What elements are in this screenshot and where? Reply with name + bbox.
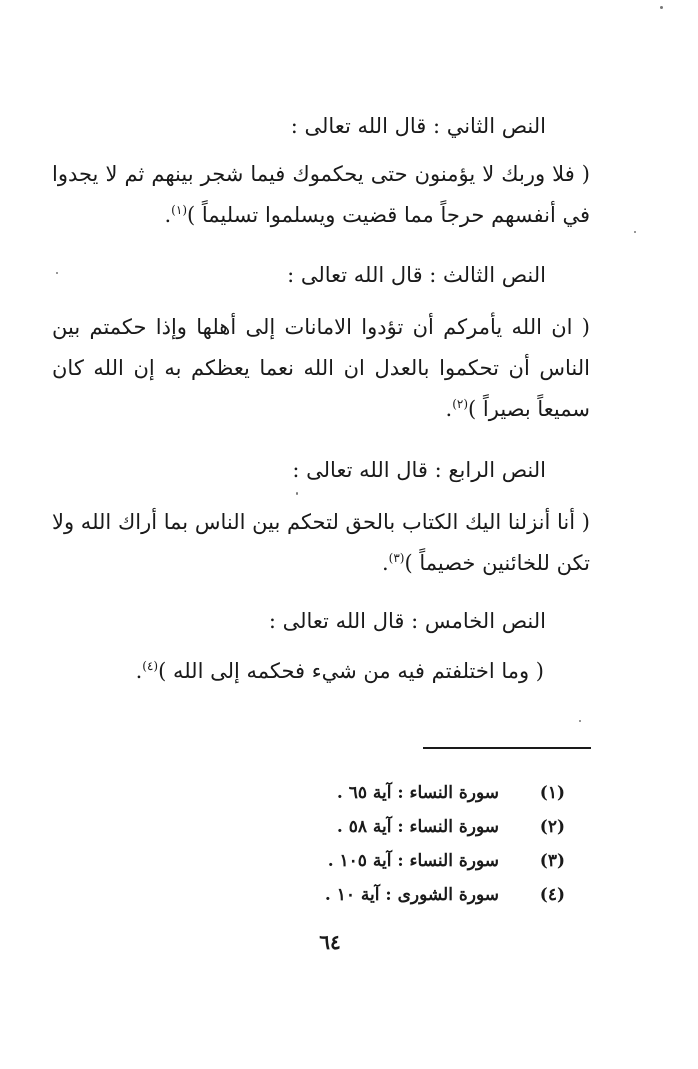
footnote-text: سورة الشورى : آية ١٠ . [324,885,499,905]
scan-speck [296,492,298,495]
heading-text-4: النص الرابع : قال الله تعالى : [292,458,546,482]
footnote-ref-4: (٤) [142,659,159,673]
verse-text-2 [52,154,590,236]
verse-text-4 [52,502,590,584]
scan-speck [56,272,58,274]
verse-end: . [381,551,389,575]
verse-body: ( ان الله يأمركم أن تؤدوا الامانات إلى أهلها وإذا حكمتم بين الناس أن تحكموا بالعدل ان الله نعما يعظكم به إن الله كان سميعاً بصيراً ) [52,315,590,421]
footnote-text: سورة النساء : آية ٦٥ . [336,783,499,803]
footnote-1 [305,776,565,810]
heading-text-3: النص الثالث : قال الله تعالى : [287,263,546,287]
footnote-text: سورة النساء : آية ٥٨ . [336,817,499,837]
verse-text-5 [44,651,544,692]
verse-end: . [445,397,453,421]
page-number: ٦٤ [319,930,341,954]
footnote-number: (٤) [539,885,565,905]
verse-end: . [164,203,172,227]
footnote-text: سورة النساء : آية ١٠٥ . [327,851,499,871]
footnotes [305,776,565,912]
verse-body: ( وما اختلفتم فيه من شيء فحكمه إلى الله ) [158,659,544,683]
footnote-number: (١) [539,783,565,803]
verse-text-3 [52,307,590,430]
heading-text-5: النص الخامس : قال الله تعالى : [268,609,546,633]
scan-speck [579,720,581,722]
verse-end: . [135,659,143,683]
heading-text-2: النص الثاني : قال الله تعالى : [290,114,546,138]
scan-speck [634,231,636,233]
footnote-number: (٢) [539,817,565,837]
footnote-divider [423,747,591,749]
verse-body: ( أنا أنزلنا اليك الكتاب بالحق لتحكم بين الناس بما أراك الله ولا تكن للخائنين خصيماً ) [52,510,590,575]
footnote-ref-1: (١) [171,203,187,217]
footnote-number: (٣) [539,851,565,871]
footnote-3 [305,844,565,878]
footnote-ref-2: (٢) [452,397,469,411]
verse-body: ( فلا وربك لا يؤمنون حتى يحكموك فيما شجر بينهم ثم لا يجدوا في أنفسهم حرجاً مما قضيت ويسلموا تسليماً ) [52,162,590,227]
scan-speck [660,6,663,9]
footnote-4 [305,878,565,912]
footnote-2 [305,810,565,844]
footnote-ref-3: (٣) [388,551,405,565]
